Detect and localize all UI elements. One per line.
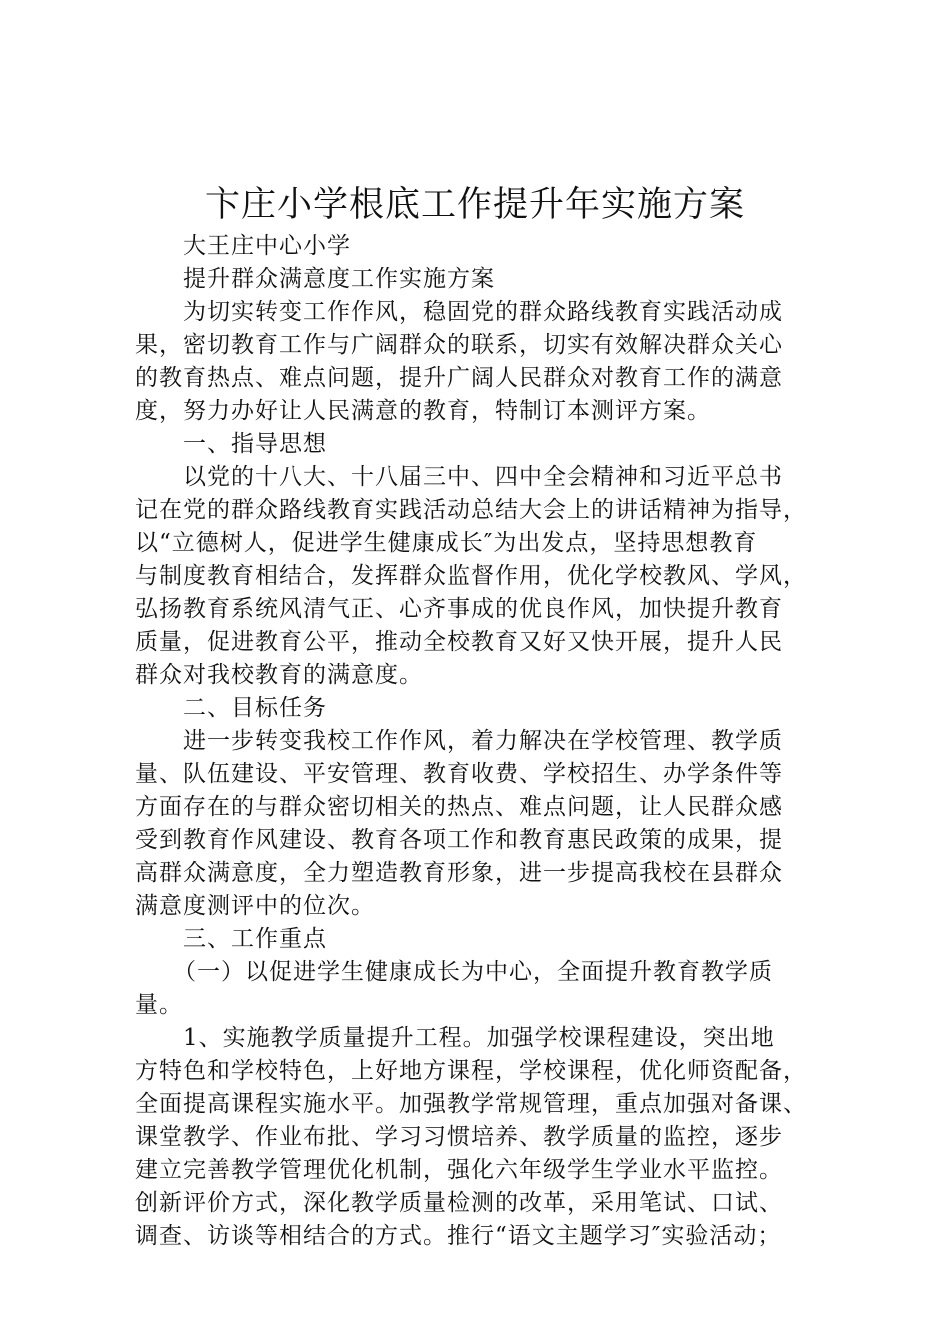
text-line: 与制度教育相结合，发挥群众监督作用，优化学校教风、学风， [135,563,807,589]
text-line: 一、指导思想 [183,431,327,457]
document-body [135,230,830,1253]
text-line: 记在党的群众路线教育实践活动总结大会上的讲话精神为指导， [135,497,807,523]
text-line: 进一步转变我校工作作风，着力解决在学校管理、教学质 [183,728,783,754]
text-line: 群众对我校教育的满意度。 [135,662,423,688]
text-line: 以“立德树人，促进学生健康成长″为出发点，坚持思想教育 [135,530,758,556]
text-line: 为切实转变工作作风，稳固党的群众路线教育实践活动成 [183,299,783,325]
text-line: 满意度测评中的位次。 [135,893,375,919]
text-line: 三、工作重点 [183,926,327,952]
text-line: 方面存在的与群众密切相关的热点、难点问题，让人民群众感 [135,794,783,820]
text-line: 1、实施教学质量提升工程。加强学校课程建设，突出地 [183,1025,775,1051]
text-line: 全面提高课程实施水平。加强教学常规管理，重点加强对备课、 [135,1091,807,1117]
text-line: 大王庄中心小学 [183,233,351,259]
text-line: 果，密切教育工作与广阔群众的联系，切实有效解决群众关心 [135,332,783,358]
text-line: 建立完善教学管理优化机制，强化六年级学生学业水平监控。 [135,1157,783,1183]
text-line: 弘扬教育系统风清气正、心齐事成的优良作风，加快提升教育 [135,596,783,622]
text-line: 受到教育作风建设、教育各项工作和教育惠民政策的成果，提 [135,827,783,853]
text-line: 方特色和学校特色，上好地方课程，学校课程，优化师资配备， [135,1058,807,1084]
text-line: 调查、访谈等相结合的方式。推行“语文主题学习″实验活动； [135,1223,782,1249]
text-line: （一）以促进学生健康成长为中心，全面提升教育教学质 [173,959,773,985]
text-line: 度，努力办好让人民满意的教育，特制订本测评方案。 [135,398,711,424]
text-line: 质量，促进教育公平，推动全校教育又好又快开展，提升人民 [135,629,783,655]
text-line: 二、目标任务 [183,695,327,721]
text-line: 高群众满意度，全力塑造教育形象，进一步提高我校在县群众 [135,860,783,886]
text-line: 课堂教学、作业布批、学习习惯培养、教学质量的监控，逐步 [135,1124,783,1150]
text-line: 提升群众满意度工作实施方案 [183,266,495,292]
text-line: 创新评价方式，深化教学质量检测的改革，采用笔试、口试、 [135,1190,783,1216]
text-line: 以党的十八大、十八届三中、四中全会精神和习近平总书 [183,464,783,490]
text-line: 量。 [135,992,183,1018]
document-title: 卞庄小学根底工作提升年实施方案 [204,185,745,225]
text-line: 量、队伍建设、平安管理、教育收费、学校招生、办学条件等 [135,761,783,787]
text-line: 的教育热点、难点问题，提升广阔人民群众对教育工作的满意 [135,365,783,391]
